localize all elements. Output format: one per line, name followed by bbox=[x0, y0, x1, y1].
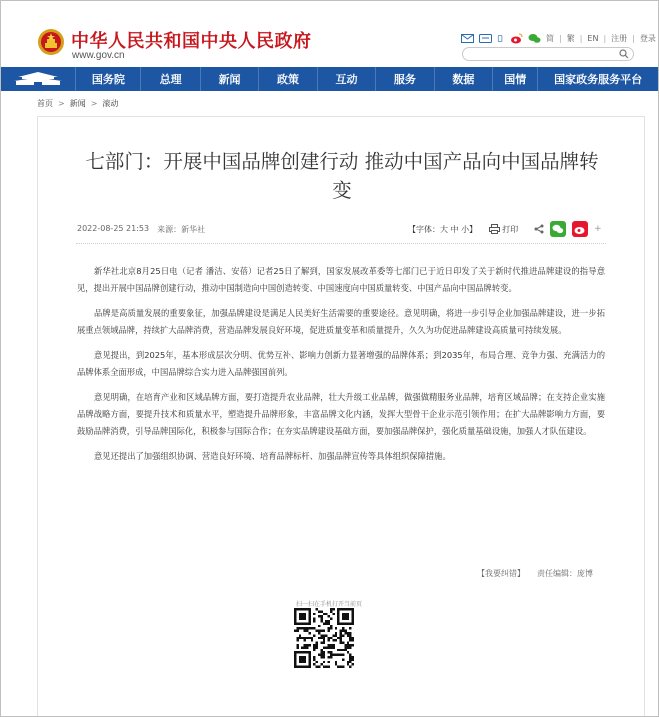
more-share-icon[interactable]: + bbox=[594, 224, 602, 234]
english-link[interactable]: EN bbox=[587, 33, 599, 43]
utility-bar bbox=[461, 31, 656, 45]
chevron-right-icon: > bbox=[90, 99, 98, 108]
nav-item-policy[interactable]: 政策 bbox=[259, 67, 317, 91]
divider bbox=[76, 243, 606, 244]
mail-icon[interactable] bbox=[461, 33, 474, 44]
article-body bbox=[77, 263, 605, 473]
register-link[interactable]: 注册 bbox=[611, 33, 628, 43]
main-nav bbox=[1, 67, 658, 91]
weibo-share-icon[interactable] bbox=[572, 221, 588, 237]
article-paragraph: 品牌是高质量发展的重要象征，加强品牌建设是满足人民美好生活需要的重要途径。意见明确，将进一步引导企业加强品牌建设，进一步拓展重点领域品牌，持续扩大品牌消费，营造品牌发展良好环境，促进质量变革和质量提升，久久为功促进品牌建设高质量可持续发展。 bbox=[77, 308, 605, 335]
article-footer bbox=[477, 568, 593, 579]
article-paragraph: 意见明确，在培育产业和区域品牌方面，要打造提升农业品牌，壮大升级工业品牌，做强做精服务业品牌，培育区域品牌；在支持企业实施品牌战略方面，要提升技术和质量水平，塑造提升品牌形象，丰富品牌文化内涵，发挥大型骨干企业示范引领作用；在扩大品牌影响力方面，要鼓励品牌消费，引导品牌国际化，积极参与国际合作；在夯实品牌建设基础方面，要加强品牌保护，强化质量基础设施，加强人才队伍建设。 bbox=[77, 392, 605, 436]
breadcrumb-home[interactable]: 首页 bbox=[37, 99, 53, 108]
mobile-icon[interactable] bbox=[497, 33, 505, 44]
nav-item-news[interactable]: 新闻 bbox=[201, 67, 259, 91]
site-title[interactable]: 中华人民共和国中央人民政府 bbox=[71, 31, 312, 52]
separator: | bbox=[603, 33, 607, 43]
nav-home[interactable] bbox=[1, 67, 76, 91]
separator: | bbox=[579, 33, 583, 43]
envelope-icon[interactable] bbox=[479, 33, 492, 44]
source-label: 来源： bbox=[157, 225, 182, 234]
article-title: 七部门：开展中国品牌创建行动 推动中国产品向中国品牌转变 bbox=[85, 150, 599, 202]
font-small-button[interactable]: 小 bbox=[461, 224, 470, 234]
national-emblem-icon[interactable] bbox=[37, 28, 65, 56]
share-icon[interactable] bbox=[534, 224, 544, 234]
qr-caption: 扫一扫在手机打开当前页 bbox=[296, 601, 363, 608]
site-header bbox=[1, 1, 658, 67]
article-paragraph: 意见提出，到2025年，基本形成层次分明、优势互补、影响力创新力显著增强的品牌体系；到2035年，布局合理、竞争力强、充满活力的品牌体系全面形成，中国品牌综合实力进入品牌强国前列。 bbox=[77, 350, 605, 377]
separator: | bbox=[559, 33, 562, 43]
source-name: 新华社 bbox=[181, 225, 206, 234]
nav-item-services[interactable]: 服务 bbox=[376, 67, 434, 91]
editor-label: 责任编辑： bbox=[537, 569, 577, 578]
search-icon[interactable] bbox=[619, 49, 629, 59]
font-large-button[interactable]: 大 bbox=[440, 224, 448, 234]
editor-text bbox=[537, 568, 593, 579]
breadcrumb-news[interactable]: 新闻 bbox=[69, 99, 86, 108]
breadcrumb-scroll[interactable]: 滚动 bbox=[102, 99, 119, 108]
tiananmen-icon bbox=[10, 71, 66, 87]
article-tools bbox=[408, 221, 602, 237]
wechat-icon[interactable] bbox=[528, 33, 541, 44]
print-label: 打印 bbox=[502, 224, 519, 234]
article-panel bbox=[37, 116, 645, 717]
login-link[interactable]: 登录 bbox=[639, 33, 656, 43]
nav-item-interaction[interactable]: 互动 bbox=[318, 67, 376, 91]
article-paragraph: 意见还提出了加强组织协调、营造良好环境、培育品牌标杆、加强品牌宣传等具体组织保障措施。 bbox=[94, 451, 451, 461]
site-url[interactable]: www.gov.cn bbox=[72, 50, 125, 61]
chevron-right-icon: > bbox=[58, 99, 65, 108]
search-input[interactable] bbox=[462, 47, 634, 61]
nav-item-service-platform[interactable]: 国家政务服务平台 bbox=[554, 73, 643, 86]
nav-item-state-council[interactable]: 国务院 bbox=[76, 67, 141, 91]
article-meta bbox=[77, 224, 205, 235]
font-size-label: 【字体： bbox=[408, 224, 440, 234]
font-medium-button[interactable]: 中 bbox=[450, 224, 459, 234]
publish-date: 2022-08-25 21:53 bbox=[77, 224, 150, 233]
separator: | bbox=[632, 33, 635, 43]
nav-item-national-info[interactable]: 国情 bbox=[493, 67, 538, 91]
report-error-link[interactable]: 【我要纠错】 bbox=[477, 569, 525, 578]
source-text bbox=[157, 224, 205, 235]
printer-icon bbox=[489, 224, 500, 234]
traditional-chinese-link[interactable]: 繁 bbox=[566, 33, 575, 43]
qr-code bbox=[294, 608, 354, 668]
font-size-control bbox=[408, 224, 477, 235]
editor-name: 庞博 bbox=[577, 569, 593, 578]
wechat-share-icon[interactable] bbox=[550, 221, 566, 237]
font-size-close: 】 bbox=[469, 224, 478, 234]
article-paragraph: 新华社北京8月25日电（记者 潘洁、安蓓）记者25日了解到，国家发展改革委等七部门已于近日印发了关于新时代推进品牌建设的指导意见，提出开展中国品牌创建行动，推动中国制造向中国创造转变、中国速度向中国质量转变、中国产品向中国品牌转变。 bbox=[77, 266, 605, 293]
weibo-icon[interactable] bbox=[510, 33, 523, 44]
print-button[interactable] bbox=[489, 224, 518, 235]
nav-item-premier[interactable]: 总理 bbox=[141, 67, 200, 91]
simplified-chinese-link[interactable]: 简 bbox=[546, 33, 554, 43]
nav-item-data[interactable]: 数据 bbox=[435, 67, 493, 91]
breadcrumb bbox=[37, 98, 118, 109]
